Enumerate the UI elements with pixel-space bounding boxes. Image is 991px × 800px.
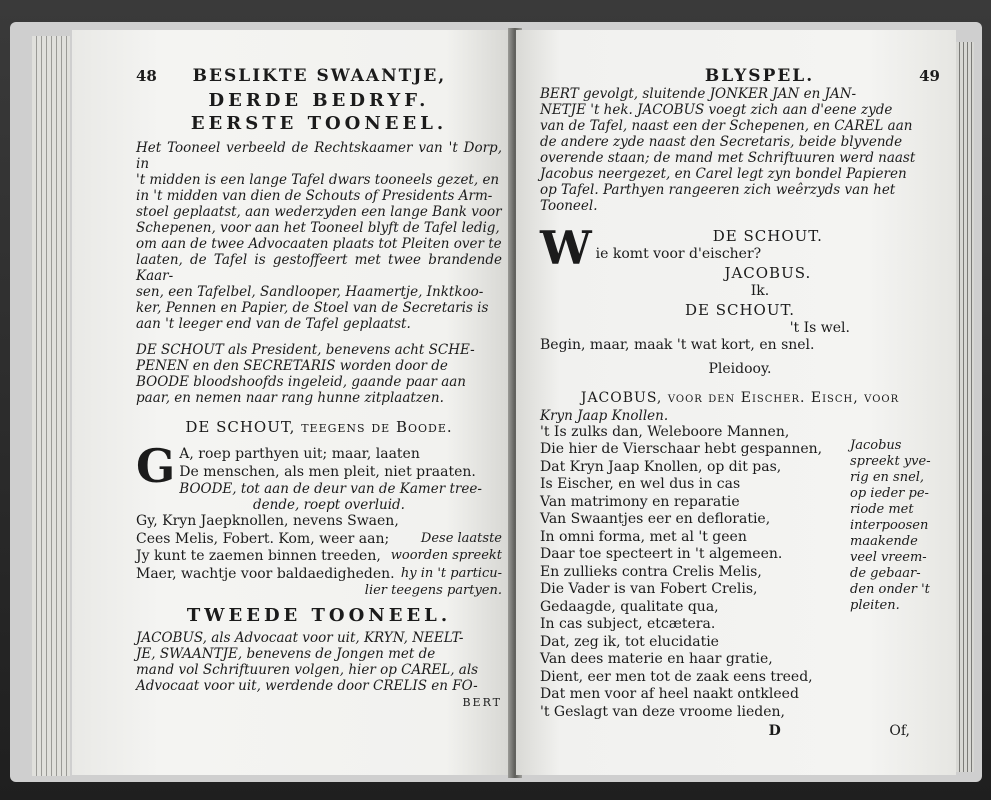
left-page-edges bbox=[32, 36, 70, 776]
right-header bbox=[540, 66, 940, 86]
verse-line: Dat Kryn Jaap Knollen, op dit pas, bbox=[540, 458, 782, 475]
verse-line: Die Vader is van Fobert Crelis, bbox=[540, 581, 758, 597]
verse-row bbox=[136, 513, 502, 531]
verse-row bbox=[136, 548, 502, 566]
text-line: NETJE 't hek. JACOBUS voegt zich aan d'eene zyde bbox=[540, 102, 893, 118]
catchword-left: BERT bbox=[462, 696, 502, 709]
scene-heading-2: TWEEDE TOONEEL. bbox=[186, 605, 452, 626]
text-line: BOODE, tot aan de deur van de Kamer tree- bbox=[179, 481, 482, 497]
verse-line: 't Is wel. bbox=[789, 319, 850, 336]
verse-line: Van Swaantjes eer en defloratie, bbox=[540, 511, 771, 527]
note-line: den onder 't bbox=[850, 581, 930, 597]
open-book bbox=[10, 22, 982, 782]
scene-heading-1: EERSTE TOONEEL. bbox=[190, 113, 448, 134]
verse-row bbox=[136, 583, 502, 599]
text-line: Advocaat voor uit, werdende door CRELIS en FO- bbox=[136, 678, 478, 694]
note-line: rig en snel, bbox=[850, 469, 925, 485]
text-line: stoel geplaatst, aan wederzyden een lange Bank voor bbox=[136, 204, 502, 220]
verse-line: De menschen, als men pleit, niet praaten. bbox=[179, 463, 476, 480]
margin-note bbox=[844, 424, 940, 722]
text-line: Tooneel. bbox=[540, 198, 598, 214]
text-line: dende, roept overluid. bbox=[253, 497, 405, 513]
verse-line: In cas subject, etcætera. bbox=[540, 616, 716, 632]
verse-line: Gedaagde, qualitate qua, bbox=[540, 598, 719, 615]
speaker-heading: DE SCHOUT. bbox=[684, 301, 796, 319]
text-line: ker, Pennen en Papier, de Stoel van de Secretaris is bbox=[136, 300, 489, 316]
text-line: om aan de twee Advocaaten plaats tot Pleiten over te bbox=[136, 236, 502, 252]
side-note: lier teegens partyen. bbox=[364, 583, 502, 598]
drop-capital: G bbox=[136, 439, 176, 493]
verse-line: En zullieks contra Crelis Melis, bbox=[540, 563, 762, 580]
verse-line: Van matrimony en reparatie bbox=[540, 493, 740, 510]
drop-capital: W bbox=[540, 221, 592, 275]
text-line: JE, SWAANTJE, benevens de Jongen met de bbox=[136, 646, 436, 662]
text-line: de andere zyde naast den Secretaris, beide blyvende bbox=[540, 134, 903, 150]
text-line: laaten, de Tafel is gestoffeert met twee brandende Kaar- bbox=[136, 252, 502, 284]
verse-row bbox=[136, 566, 502, 584]
text-line: op Tafel. Parthyen rangeeren zich weêrzyds van het bbox=[540, 182, 896, 198]
verse-line: ie komt voor d'eischer? bbox=[595, 245, 762, 262]
stage-direction-2 bbox=[136, 342, 502, 406]
boode-direction bbox=[136, 481, 502, 513]
verse-line: Dat, zeg ik, tot elucidatie bbox=[540, 633, 719, 650]
catchword-right: Of, bbox=[889, 723, 910, 739]
verse-row bbox=[136, 531, 502, 549]
verse-line: Maer, wachtje voor baldaedigheden. bbox=[136, 565, 395, 582]
stage-direction-continued bbox=[540, 86, 940, 214]
act-heading: DERDE BEDRYF. bbox=[208, 90, 430, 111]
verse-line: Jy kunt te zaemen binnen treeden, bbox=[136, 548, 381, 564]
text-line: 't midden is een lange Tafel dwars tooneels gezet, en bbox=[136, 172, 500, 188]
verse-line: Van dees materie en haar gratie, bbox=[540, 651, 773, 667]
page-number-right: 49 bbox=[919, 67, 940, 85]
speaker-subheading: Kryn Jaap Knollen. bbox=[540, 407, 669, 424]
text-line: paar, en nemen naar rang hunne zitplaatzen. bbox=[136, 390, 444, 406]
text-line: JACOBUS, als Advocaat voor uit, KRYN, NEELT- bbox=[136, 630, 464, 646]
running-head-left: BESLIKTE SWAANTJE, bbox=[192, 66, 447, 86]
text-line: BOODE bloodshoofds ingeleid, gaande paar aan bbox=[136, 374, 466, 390]
side-note: woorden spreekt bbox=[390, 548, 502, 563]
left-header bbox=[136, 66, 502, 86]
note-line: interpoosen bbox=[850, 517, 929, 533]
note-line: op ieder pe- bbox=[850, 485, 929, 501]
note-line: riode met bbox=[850, 501, 914, 517]
side-note: hy in 't particu- bbox=[400, 565, 502, 581]
text-line: BERT gevolgt, sluitende JONKER JAN en JAN- bbox=[540, 86, 857, 102]
verse-line: Begin, maar, maak 't wat kort, en snel. bbox=[540, 337, 815, 353]
speaker-heading: JACOBUS, voor den Eischer. Eisch, voor bbox=[580, 390, 900, 406]
note-line: spreekt yve- bbox=[850, 453, 931, 469]
note-line: maakende bbox=[850, 533, 918, 549]
stage-direction-3 bbox=[136, 630, 502, 694]
verse-line: 't Geslagt van deze vroome lieden, bbox=[540, 703, 785, 720]
verse-line: Daar toe specteert in 't algemeen. bbox=[540, 546, 783, 562]
speaker-heading: DE SCHOUT, teegens de Boode. bbox=[185, 418, 453, 436]
page-number-left: 48 bbox=[136, 67, 157, 85]
text-line: mand vol Schriftuuren volgen, hier op CAREL, als bbox=[136, 662, 479, 678]
dialogue-block bbox=[540, 221, 940, 424]
verse-line: A, roep parthyen uit; maar, laaten bbox=[179, 446, 420, 462]
speaker-heading: DE SCHOUT. bbox=[712, 227, 823, 245]
text-line: overende staan; de mand met Schriftuuren werd naast bbox=[540, 150, 916, 166]
verse-line: Gy, Kryn Jaepknollen, nevens Swaen, bbox=[136, 513, 399, 529]
left-page bbox=[72, 30, 512, 775]
text-line: Jacobus neergezet, en Carel legt zyn bondel Papieren bbox=[540, 166, 907, 182]
verse-line: 't Is zulks dan, Weleboore Mannen, bbox=[540, 423, 790, 440]
verse-line: Die hier de Vierschaar hebt gespannen, bbox=[540, 441, 823, 457]
speaker-heading: JACOBUS. bbox=[724, 264, 812, 282]
text-line: in 't midden van dien de Schouts of Presidents Arm- bbox=[136, 188, 493, 204]
right-page bbox=[516, 30, 956, 775]
pleidooy-heading: Pleidooy. bbox=[708, 360, 772, 377]
note-line: pleiten. bbox=[850, 597, 900, 613]
note-line: Jacobus bbox=[850, 437, 902, 453]
stage-direction-1 bbox=[136, 140, 502, 332]
verse-lines bbox=[540, 424, 844, 722]
text-line: sen, een Tafelbel, Sandlooper, Haamertje, Inktkoo- bbox=[136, 284, 484, 300]
text-line: Schepenen, voor aan het Tooneel blyft de Tafel ledig, bbox=[136, 220, 500, 236]
text-line: Het Tooneel verbeeld de Rechtskaamer van 't Dorp, in bbox=[136, 140, 502, 172]
signature-mark: D bbox=[768, 723, 781, 739]
page-footer-right bbox=[540, 723, 940, 739]
text-line: van de Tafel, naast een der Schepenen, en CAREL aan bbox=[540, 118, 913, 134]
verse-block-2 bbox=[136, 513, 502, 599]
verse-line: Dient, eer men tot de zaak eens treed, bbox=[540, 668, 813, 685]
note-line: de gebaar- bbox=[850, 565, 921, 581]
verse-line: In omni forma, met al 't geen bbox=[540, 528, 747, 545]
side-note: Dese laatste bbox=[420, 530, 502, 546]
text-line: DE SCHOUT als President, benevens acht SCHE- bbox=[136, 342, 475, 358]
running-head-right: BLYSPEL. bbox=[704, 66, 815, 86]
verse-line: Cees Melis, Fobert. Kom, weer aan; bbox=[136, 530, 390, 547]
verse-line: Dat men voor af heel naakt ontkleed bbox=[540, 686, 799, 702]
note-line: veel vreem- bbox=[850, 549, 927, 565]
text-line: aan 't leeger end van de Tafel geplaatst. bbox=[136, 316, 411, 332]
pleidooy-verse bbox=[540, 424, 940, 722]
text-line: PENEN en den SECRETARIS worden door de bbox=[136, 358, 448, 374]
verse-line: Ik. bbox=[750, 282, 770, 299]
verse-line: Is Eischer, en wel dus in cas bbox=[540, 476, 741, 492]
